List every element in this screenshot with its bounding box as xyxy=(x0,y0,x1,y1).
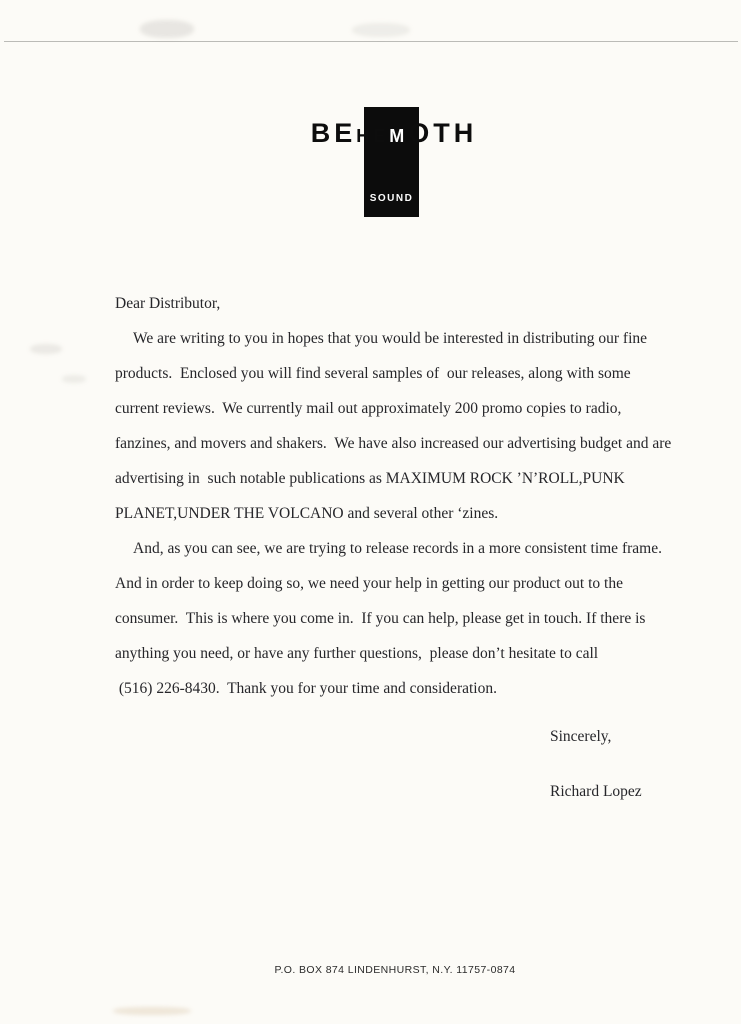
scan-artifact-smudge xyxy=(113,1007,191,1015)
footer-address: P.O. BOX 874 LINDENHURST, N.Y. 11757-0874 xyxy=(274,964,516,976)
body-line: We are writing to you in hopes that you would be interested in distributing our fine xyxy=(133,330,648,347)
signature-name: Richard Lopez xyxy=(550,783,642,800)
body-line: fanzines, and movers and shakers. We have also increased our advertising budget and are xyxy=(115,435,672,452)
body-line: And in order to keep doing so, we need your help in getting our product out to the xyxy=(115,575,623,592)
logo-subtitle: SOUND xyxy=(369,193,414,204)
closing-block xyxy=(550,726,642,803)
wordmark-part: M xyxy=(389,126,409,146)
closing-salutation: Sincerely, xyxy=(550,728,612,745)
wordmark-part: BE xyxy=(310,118,357,148)
body-line: PLANET,UNDER THE VOLCANO and several other ‘zines. xyxy=(115,505,499,522)
salutation: Dear Distributor, xyxy=(115,295,221,312)
scan-artifact-line xyxy=(4,41,738,42)
scan-artifact-smudge xyxy=(140,20,194,38)
scan-artifact-smudge xyxy=(30,344,62,354)
body-line: current reviews. We currently mail out approximately 200 promo copies to radio, xyxy=(115,400,622,417)
scan-artifact-smudge xyxy=(352,23,410,37)
behemoth-logo-wordmark xyxy=(311,120,478,151)
body-line: products. Enclosed you will find several samples of our releases, along with some xyxy=(115,365,631,382)
body-line: consumer. This is where you come in. If you can help, please get in touch. If there is xyxy=(115,610,646,627)
wordmark-part: HE xyxy=(356,126,390,146)
wordmark-part: OTH xyxy=(408,118,478,148)
body-line: advertising in such notable publications as MAXIMUM ROCK ’N’ROLL,PUNK xyxy=(115,470,625,487)
scan-artifact-smudge xyxy=(62,375,86,383)
body-line: (516) 226-8430. Thank you for your time and consideration. xyxy=(115,680,497,697)
body-line: anything you need, or have any further questions, please don’t hesitate to call xyxy=(115,645,599,662)
letter-body xyxy=(115,286,690,706)
body-line: And, as you can see, we are trying to release records in a more consistent time frame. xyxy=(133,540,662,557)
